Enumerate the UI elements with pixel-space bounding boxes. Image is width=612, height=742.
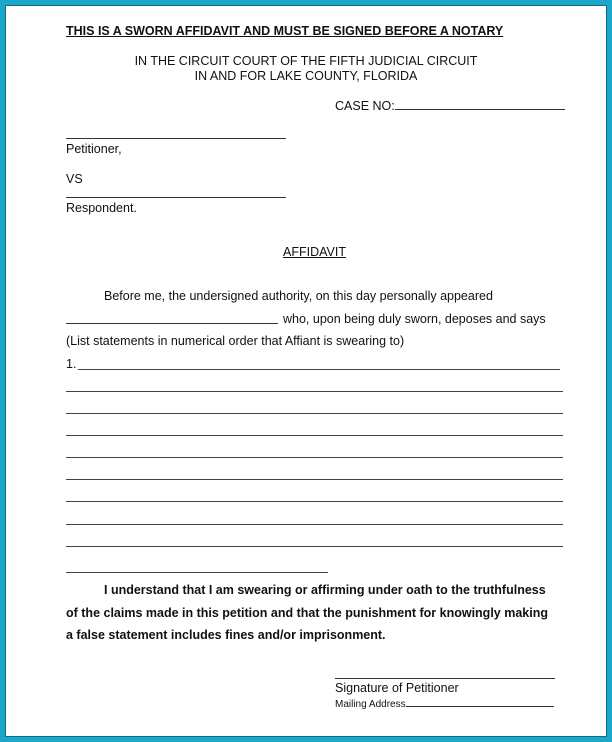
- statement-line-4[interactable]: [66, 435, 563, 436]
- statement-line-1[interactable]: [78, 369, 560, 370]
- document-title: AFFIDAVIT: [283, 245, 346, 259]
- court-line-2: IN AND FOR LAKE COUNTY, FLORIDA: [194, 69, 418, 83]
- statement-line-9[interactable]: [66, 546, 563, 547]
- mailing-address-row: [335, 698, 554, 710]
- statement-line-7[interactable]: [66, 501, 563, 502]
- oath-line-3: a false statement includes fines and/or imprisonment.: [66, 628, 386, 642]
- statement-line-3[interactable]: [66, 413, 563, 414]
- sworn-text: who, upon being duly sworn, deposes and says: [283, 312, 546, 326]
- petitioner-name-field[interactable]: [66, 128, 286, 139]
- statement-item-1-number: 1.: [66, 357, 77, 371]
- respondent-name-field[interactable]: [66, 187, 286, 198]
- statement-line-6[interactable]: [66, 479, 563, 480]
- mailing-address-field[interactable]: [406, 698, 554, 707]
- statement-line-2[interactable]: [66, 391, 563, 392]
- sworn-notice: THIS IS A SWORN AFFIDAVIT AND MUST BE SIGNED BEFORE A NOTARY: [66, 24, 504, 38]
- statement-line-8[interactable]: [66, 524, 563, 525]
- case-number-row: [335, 99, 565, 113]
- case-number-label: CASE NO:: [335, 99, 395, 113]
- oath-line-1: I understand that I am swearing or affirming under oath to the truthfulness: [104, 583, 546, 597]
- statement-line-10[interactable]: [66, 572, 328, 573]
- mailing-address-label: Mailing Address: [335, 699, 406, 710]
- vs-label: VS: [66, 172, 83, 186]
- affiant-name-field[interactable]: [66, 313, 278, 324]
- statement-line-5[interactable]: [66, 457, 563, 458]
- oath-line-2: of the claims made in this petition and that the punishment for knowingly making: [66, 606, 548, 620]
- respondent-label: Respondent.: [66, 201, 137, 215]
- signature-label: Signature of Petitioner: [335, 681, 459, 695]
- signature-field[interactable]: [335, 668, 555, 679]
- court-line-1: IN THE CIRCUIT COURT OF THE FIFTH JUDICIAL CIRCUIT: [134, 54, 478, 68]
- intro-text: Before me, the undersigned authority, on this day personally appeared: [104, 289, 493, 303]
- case-number-field[interactable]: [395, 99, 565, 110]
- instructions-text: (List statements in numerical order that Affiant is swearing to): [66, 334, 405, 348]
- petitioner-label: Petitioner,: [66, 142, 122, 156]
